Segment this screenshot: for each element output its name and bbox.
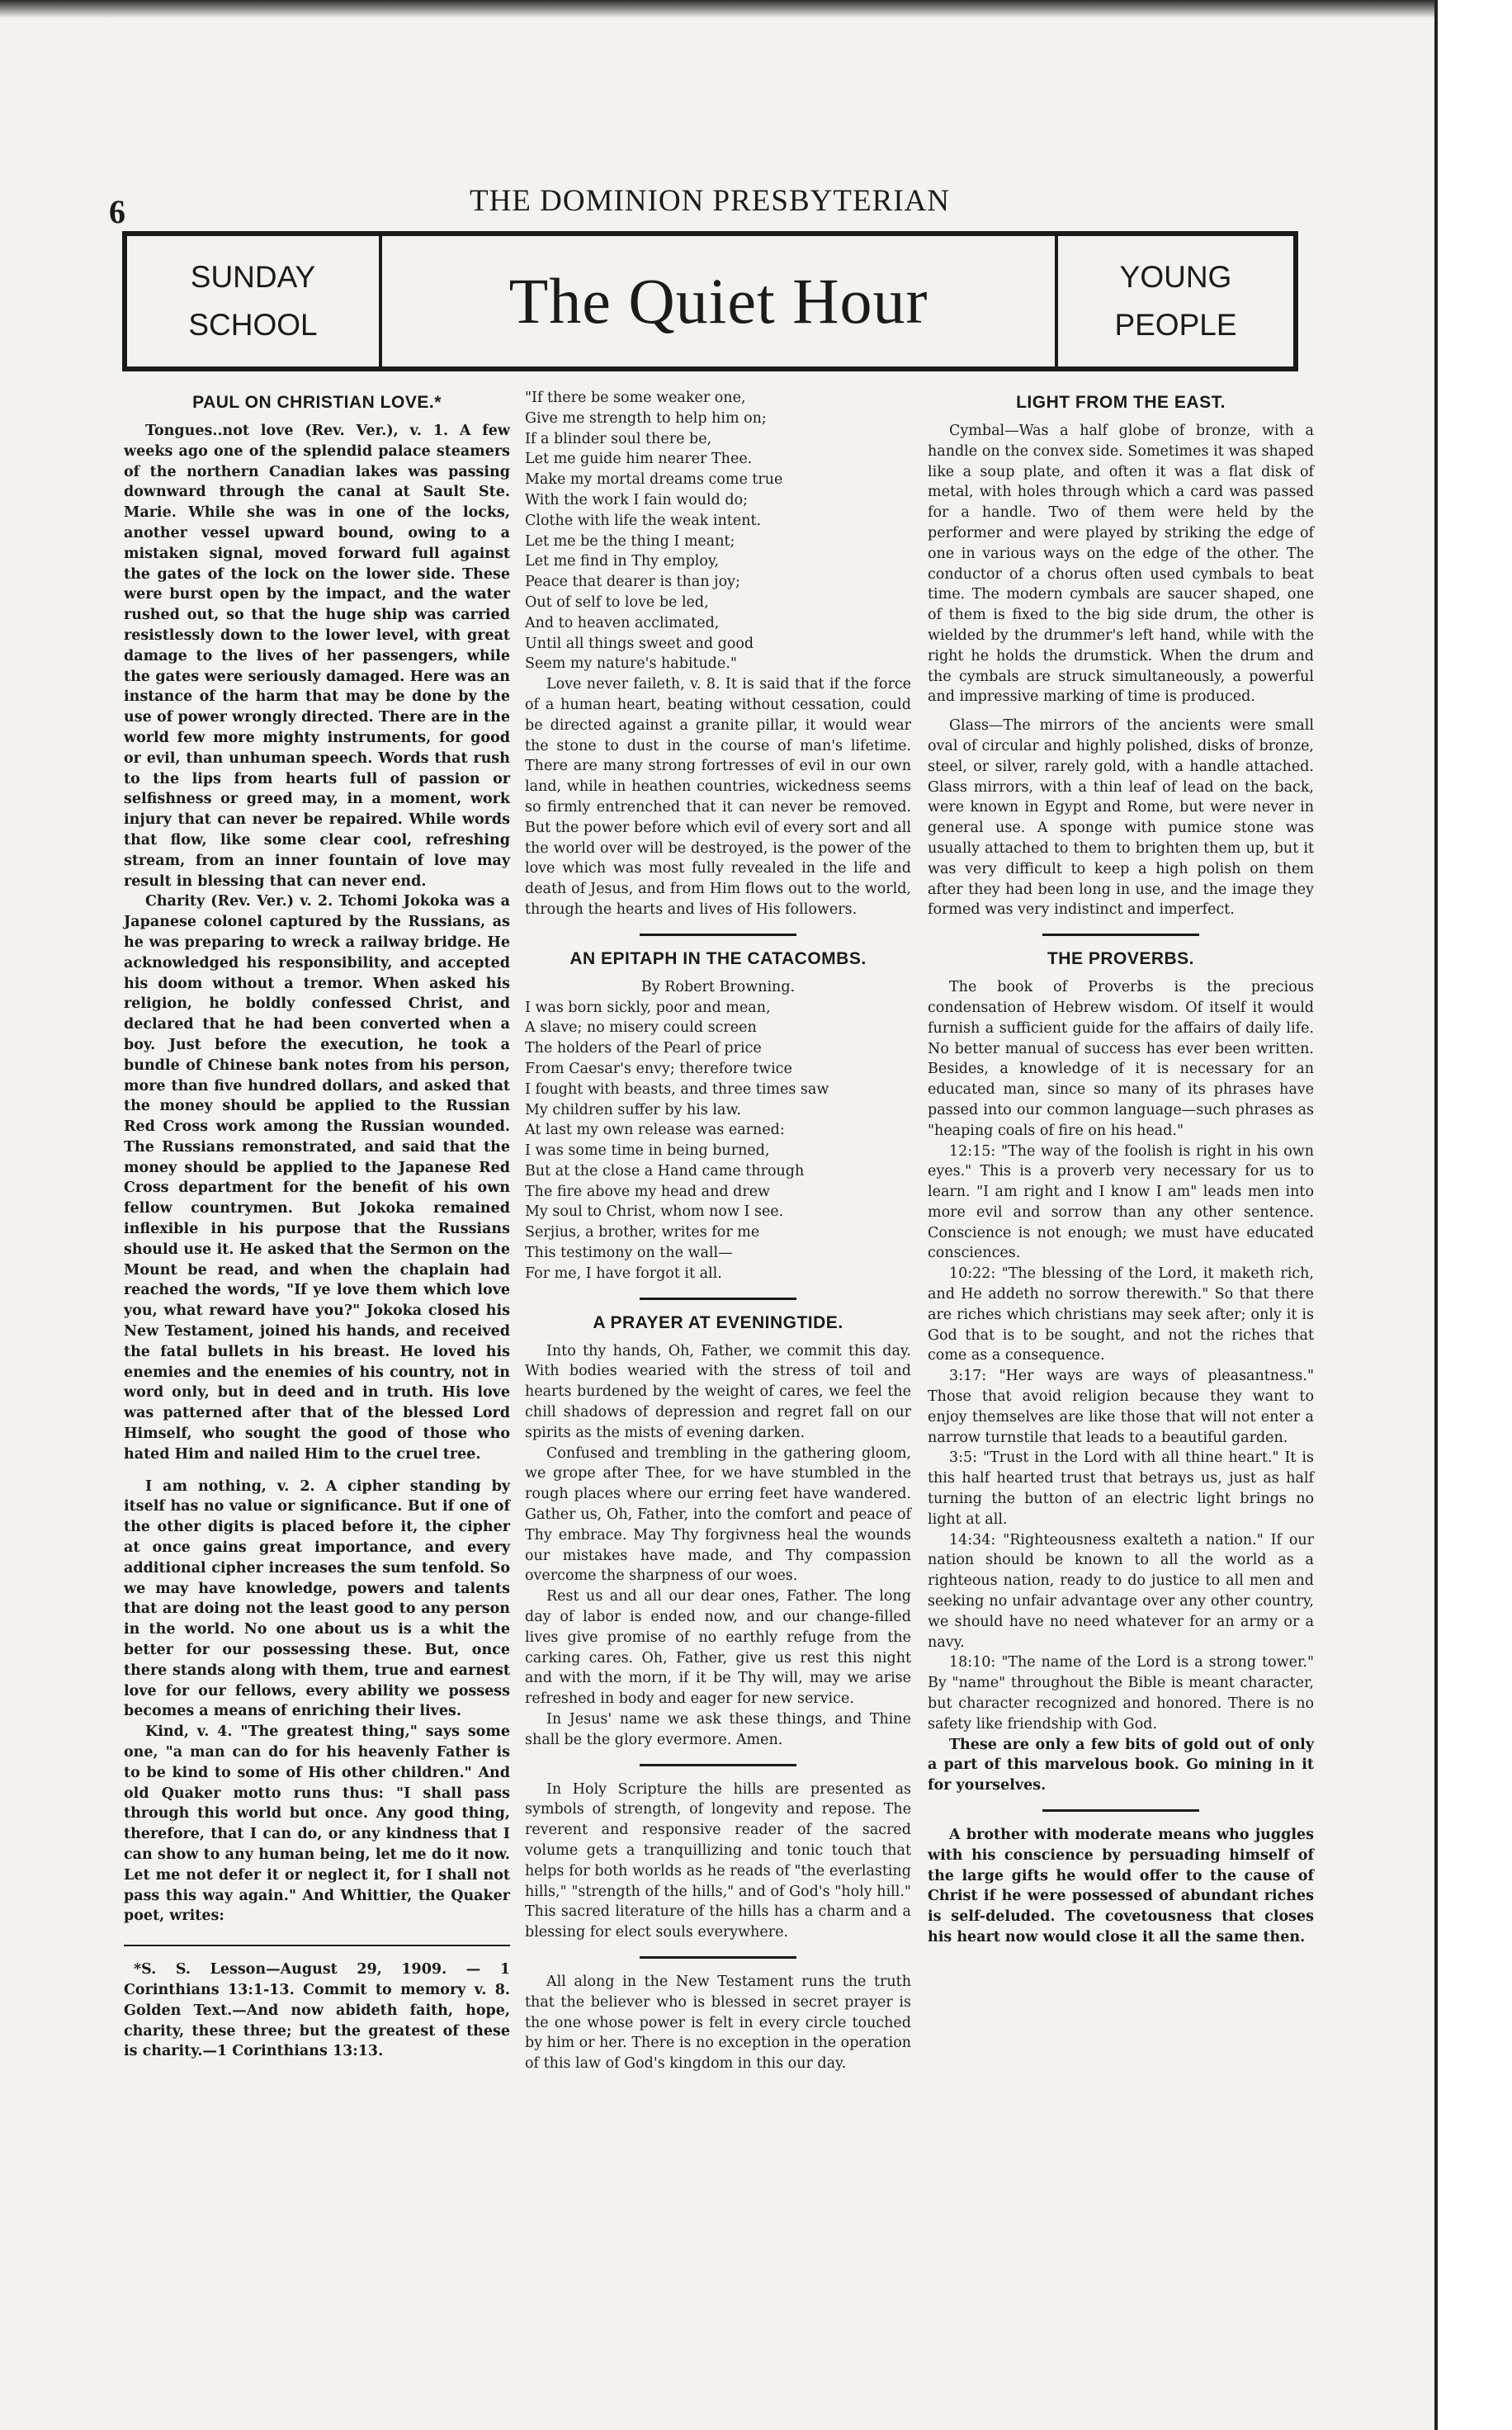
article-paragraph: Tongues..not love (Rev. Ver.), v. 1. A few weeks ago one of the splendid palace steamers of the northern Canadian lakes was passing downward through the canal at Sault Ste. Marie. While she was in one of the locks, another vessel upward bound, owing to a mistaken signal, moved forward full against the gates of the lock on the lower side. These were burst open by the impact, and the water rushed out, so that the huge ship was carried resistlessly down to the lower level, with great damage to the lives of her passengers, while the gates were seriously damaged. Here was an instance of the harm that may be done by the use of power wrongly directed. There are in the world few more mighty instruments, for good or evil, than unhuman speech. Words that rush to the lips from hearts full of passion or selfishness or greed may, in a moment, work injury that can never be repaired. While words that flow, like some clear cool, refreshing stream, from an inner fountain of love may result in blessing that can never end. (124, 423, 510, 890)
poem-line: A slave; no misery could screen (525, 1019, 757, 1037)
poem-line: Let me guide him nearer Thee. (525, 451, 753, 468)
banner-left-line1: SUNDAY (190, 260, 316, 294)
poem-line: Make my mortal dreams come true (525, 471, 783, 489)
banner-right-box (1055, 236, 1293, 366)
poem-line: And to heaven acclimated, (525, 614, 720, 631)
poem-line: My soul to Christ, whom now I see. (525, 1203, 784, 1221)
banner-left-box (127, 236, 382, 366)
poem-line: I was born sickly, poor and mean, (525, 999, 771, 1016)
epitaph-poem (525, 998, 911, 1284)
poem-line: My children suffer by his law. (525, 1101, 741, 1118)
poem-line: Clothe with life the weak intent. (525, 512, 762, 529)
article-paragraph: Kind, v. 4. "The greatest thing," says some one, "a man can do for his heavenly Father is to be kind to some of His other children." And old Quaker motto runs thus: "I shall pass through this world but once. Any good thing, therefore, that I can do, or any kindness that I can show to any human being, let me do it now. Let me not defer it or neglect it, for I shall not pass this way again." And Whittier, the Quaker poet, writes: (124, 1723, 510, 1925)
column-3 (928, 388, 1314, 1948)
section-divider (640, 1764, 796, 1766)
column-2 (525, 388, 911, 2074)
article-paragraph: 3:5: "Trust in the Lord with all thine heart." It is this half hearted trust that betrays us, just as half turning the button of an electric light brings no light at all. (928, 1449, 1314, 1528)
poem-line: I fought with beasts, and three times saw (525, 1080, 829, 1098)
poem-line: I was some time in being burned, (525, 1142, 770, 1160)
poem-line: This testimony on the wall— (525, 1245, 733, 1262)
scan-right-margin (1434, 0, 1512, 2430)
article-paragraph: Charity (Rev. Ver.) v. 2. Tchomi Jokoka was a Japanese colonel captured by the Russians, as he was preparing to wreck a railway bridge. He acknowledged his responsibility, and accepted his doom without a tremor. When asked his religion, he boldly confessed Christ, and declared that he had been converted when a boy. Just before the execution, he took a bundle of Chinese bank notes from his person, more than five hundred dollars, and asked that the money should be applied to the Russian Red Cross work among the Russian wounded. The Russians remonstrated, and said that the money should be applied to the Japanese Red Cross department for the benefit of his own fellow countrymen. But Jokoka remained inflexible in his purpose that the Russians should use it. He asked that the Sermon on the Mount be read, and when the chaplain had reached the words, "If ye love them which love you, what reward have you?" Jokoka closed his New Testament, joined his hands, and received the fatal bullets in his breast. He loved his enemies and the enemies of his country, not in word only, but in deed and in truth. His love was patterned after that of the blessed Lord Himself, who sought the good of those who hated Him and nailed Him to the cruel tree. (124, 893, 510, 1463)
poem-line: If a blinder soul there be, (525, 430, 712, 447)
poem-line: Serjius, a brother, writes for me (525, 1224, 760, 1241)
section-divider (640, 1298, 796, 1300)
section-divider (1042, 1809, 1199, 1812)
banner-title: The Quiet Hour (508, 265, 928, 337)
article-paragraph: In Holy Scripture the hills are presented as symbols of strength, of longevity and repose. The reverent and responsive reader of the sacred volume gets a tranquillizing and tonic touch that helps for both worlds as he reads of "the everlasting hills," "strength of the hills," and of God's "holy hill." This sacred literature of the hills has a charm and a blessing for elect souls everywhere. (525, 1780, 911, 1941)
article-heading: LIGHT FROM THE EAST. (1016, 393, 1226, 412)
poem-line: Let me find in Thy employ, (525, 553, 720, 570)
poem (525, 388, 911, 674)
article-paragraph: 10:22: "The blessing of the Lord, it maketh rich, and He addeth no sorrow therewith." So that there are riches which christians may seek after; only it is God that is to be sought, and not the riches that come as a consequence. (928, 1265, 1314, 1364)
banner-left-line2: SCHOOL (188, 308, 318, 342)
poem-line: Seem my nature's habitude." (525, 655, 737, 673)
article-paragraph: Rest us and all our dear ones, Father. The long day of labor is ended now, and our change-filled lives give promise of no earthly refuge from the carking cares. Oh, Father, give us rest this night and with the morn, if it be Thy will, may we arise refreshed in body and eager for new service. (525, 1588, 911, 1708)
article-paragraph: All along in the New Testament runs the truth that the believer who is blessed in secret prayer is the one whose power is felt in every circle touched by him or her. There is no exception in the operation of this law of God's kingdom in this our day. (525, 1973, 911, 2073)
article-heading: A PRAYER AT EVENINGTIDE. (593, 1312, 843, 1332)
publication-title: THE DOMINION PRESBYTERIAN (469, 184, 951, 218)
poem-line: Until all things sweet and good (525, 635, 754, 652)
article-paragraph: A brother with moderate means who juggles with his conscience by persuading himself of the large gifts he would offer to the cause of Christ if he were possessed of abundant riches is self-deluded. The covetousness that closes his heart now would close it all the same then. (928, 1827, 1314, 1945)
article-paragraph: 12:15: "The way of the foolish is right in his own eyes." This is a proverb very necessary for us to learn. "I am right and I know I am" leads men into more evil and sorrow than any other sentence. Conscience is not enough; we must have educated consciences. (928, 1142, 1314, 1262)
article-paragraph: In Jesus' name we ask these things, and Thine shall be the glory evermore. Amen. (525, 1711, 911, 1748)
poem-line: The holders of the Pearl of price (525, 1040, 762, 1057)
section-divider (1042, 934, 1199, 936)
poem-line: "If there be some weaker one, (525, 390, 746, 406)
article-paragraph: Love never faileth, v. 8. It is said that if the force of a human heart, beating without cessation, could be directed against a granite pillar, it would wear the stone to dust in the course of man's lifetime. There are many strong fortresses of evil in our own land, while in heathen countries, wickedness seems so firmly entrenched that it can never be removed. But the power before which evil of every sort and all the world over will be destroyed, is the power of the love which was most fully revealed in the life and death of Jesus, and from Him flows out to the world, through the hearts and lives of His followers. (525, 676, 911, 918)
article-heading: THE PROVERBS. (1047, 949, 1195, 969)
article-paragraph: Into thy hands, Oh, Father, we commit this day. With bodies wearied with the stress of toil and hearts burdened by the weight of cares, we feel the chill shadows of depression and regret fall on our spirits as the mists of evening darken. (525, 1342, 911, 1441)
article-paragraph: 18:10: "The name of the Lord is a strong tower." By "name" throughout the Bible is meant character, but character recognized and honored. There is no safety like friendship with God. (928, 1654, 1314, 1733)
article-paragraph: The book of Proverbs is the precious condensation of Hebrew wisdom. Of itself it would furnish a sufficient guide for the affairs of daily life. No better manual of success has ever been written. Besides, a knowledge of it is necessary for an educated man, since so many of its phrases have passed into our common language—such phrases as "heaping coals of fire on his head." (928, 979, 1314, 1139)
banner-right-line1: YOUNG (1119, 260, 1232, 294)
poem-line: With the work I fain would do; (525, 491, 749, 508)
poem-line: For me, I have forgot it all. (525, 1265, 722, 1282)
banner-right-line2: PEOPLE (1114, 308, 1237, 342)
article-paragraph: 14:34: "Righteousness exalteth a nation." If our nation should be known to all the world as a righteous nation, ready to do justice to all men and seeking no unfair advantage over any other country, we should have no need whatever for an army or a navy. (928, 1531, 1314, 1651)
poem-line: Let me be the thing I meant; (525, 532, 735, 550)
article-paragraph: I am nothing, v. 2. A cipher standing by itself has no value or significance. But if one of the other digits is placed before it, the cipher at once gains great importance, and every additional cipher increases the sum tenfold. So we may have knowledge, powers and talents that are doing not the least good to any person in the world. No one about us is a whit the better for our possessing these. But, once there stands along with them, true and earnest love for our fellows, every ability we possess becomes a means of enriching their lives. (124, 1477, 510, 1720)
poem-line: From Caesar's envy; therefore twice (525, 1060, 792, 1077)
article-paragraph: Glass—The mirrors of the ancients were small oval of circular and highly polished, disks of bronze, steel, or silver, rarely gold, with a handle attached. Glass mirrors, with a thin leaf of lead on the back, were known in Egypt and Rome, but were never in general use. A sponge with pumice stone was usually attached to them to brighten them up, but it was very difficult to keep a high polish on them after they had been long in use, and the image they formed was very indistinct and imperfect. (928, 717, 1314, 919)
section-divider (640, 1956, 796, 1959)
article-heading: AN EPITAPH IN THE CATACOMBS. (569, 948, 867, 968)
section-banner (122, 231, 1298, 371)
article-paragraph: Confused and trembling in the gathering gloom, we grope after Thee, for we have stumbled in the rough places where our erring feet have wandered. Gather us, Oh, Father, into the comfort and peace of Thy embrace. May Thy forgivness heal the wounds our mistakes have made, and Thy compassion overcome the sharpness of our woes. (525, 1444, 911, 1585)
byline: By Robert Browning. (640, 978, 796, 995)
column-1 (124, 388, 510, 2062)
section-divider (640, 934, 796, 936)
poem-line: Out of self to love be led, (525, 593, 709, 611)
article-heading: PAUL ON CHRISTIAN LOVE.* (192, 393, 442, 412)
poem-line: Give me strength to help him on; (525, 409, 767, 427)
article-paragraph: Cymbal—Was a half globe of bronze, with a handle on the convex side. Sometimes it was shaped like a soup plate, and often it was a flat disk of metal, with holes through which a card was passed for a handle. Two of them were held by the performer and were played by striking the edge of one in various ways on the edge of the other. The conductor of a chorus often used cymbals to beat time. The modern cymbals are saucer shaped, one of them is fixed to the big side drum, the other is wielded by the drummer's left hand, while with the right he holds the drumstick. When the drum and the cymbals are struck simultaneously, a powerful and impressive marking of time is produced. (928, 423, 1314, 706)
poem-line: At last my own release was earned: (525, 1122, 785, 1139)
article-paragraph: 3:17: "Her ways are ways of pleasantness." Those that avoid religion because they want to enjoy themselves are like those that will not enter a narrow turnstile that leads to a beautiful garden. (928, 1368, 1314, 1446)
lesson-footnote: *S. S. Lesson—August 29, 1909. — 1 Corinthians 13:1-13. Commit to memory v. 8. Golden Text.—And now abideth faith, hope, charity, these three; but the greatest of these is charity.—1 Corinthians 13:13. (124, 1945, 510, 2062)
article-paragraph: These are only a few bits of gold out of only a part of this marvelous book. Go mining in it for yourselves. (928, 1736, 1314, 1794)
poem-line: Peace that dearer is than joy; (525, 574, 740, 591)
page-number: 6 (109, 193, 125, 230)
poem-line: But at the close a Hand came through (525, 1162, 805, 1180)
poem-line: The fire above my head and drew (525, 1183, 771, 1200)
